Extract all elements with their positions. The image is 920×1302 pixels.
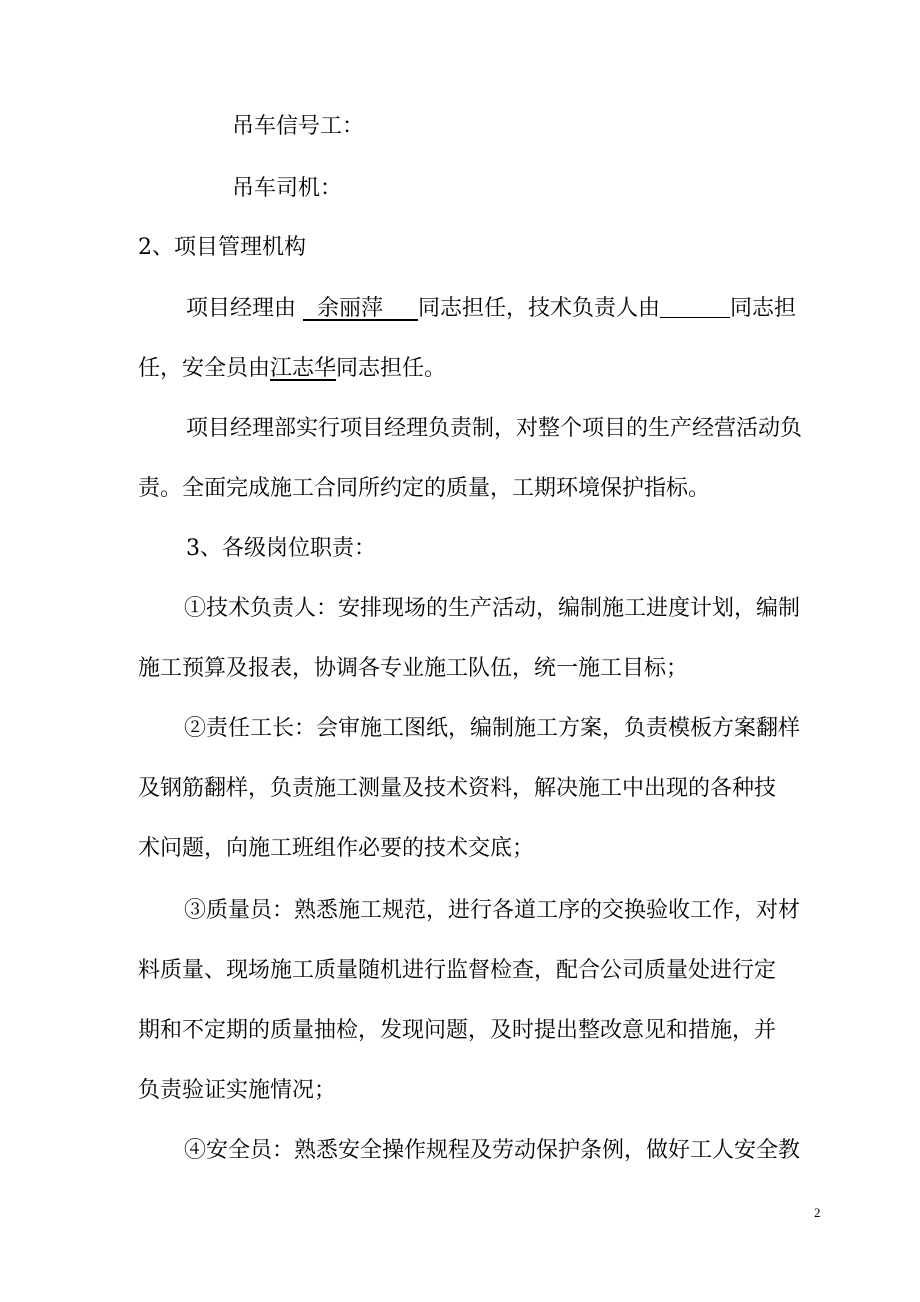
- section3-heading: 3、各级岗位职责：: [186, 536, 376, 561]
- text-segment: 同志担任。: [336, 356, 447, 381]
- section2-heading: 2、项目管理机构: [138, 235, 306, 260]
- text-segment: 项目经理由: [186, 296, 303, 321]
- section2-paragraph2-line1: 项目经理部实行项目经理负责制，对整个项目的生产经营活动负: [186, 416, 803, 441]
- role-driver: 吊车司机：: [232, 176, 343, 201]
- section2-paragraph2-line2: 责。全面完成施工合同所约定的质量，工期环境保护指标。: [138, 476, 711, 501]
- duty1-line1: ①技术负责人：安排现场的生产活动，编制施工进度计划，编制: [184, 596, 801, 621]
- safety-officer-name: 江志华: [270, 356, 337, 381]
- text-segment: 同志担任，技术负责人由: [417, 296, 660, 321]
- duty2-line2: 及钢筋翻样，负责施工测量及技术资料，解决施工中出现的各种技: [138, 776, 777, 801]
- section2-paragraph1-line2: [0, 354, 920, 384]
- page-number: 2: [814, 1205, 821, 1220]
- duty3-line1: ③质量员：熟悉施工规范，进行各道工序的交换验收工作，对材: [184, 898, 801, 923]
- manager-name: [303, 296, 418, 321]
- text-segment: 任，安全员由: [138, 356, 271, 381]
- blank-fill-line: [660, 295, 730, 318]
- duty1-line2: 施工预算及报表，协调各专业施工队伍，统一施工目标；: [138, 656, 689, 681]
- duty3-line3: 期和不定期的质量抽检，发现问题，及时提出整改意见和措施，并: [138, 1018, 777, 1043]
- duty4-line1: ④安全员：熟悉安全操作规程及劳动保护条例，做好工人安全教: [184, 1138, 801, 1163]
- role-signalman: 吊车信号工：: [232, 114, 365, 139]
- section2-paragraph1-line1: [0, 294, 920, 324]
- duty2-line1: ②责任工长：会审施工图纸，编制施工方案，负责模板方案翻样: [184, 716, 801, 741]
- text-segment: 同志担: [730, 296, 797, 321]
- duty3-line2: 料质量、现场施工质量随机进行监督检查，配合公司质量处进行定: [138, 958, 777, 983]
- duty3-line4: 负责验证实施情况；: [138, 1078, 337, 1103]
- manager-name-text: 余丽萍: [317, 296, 384, 321]
- duty2-line3: 术问题，向施工班组作必要的技术交底；: [138, 836, 535, 861]
